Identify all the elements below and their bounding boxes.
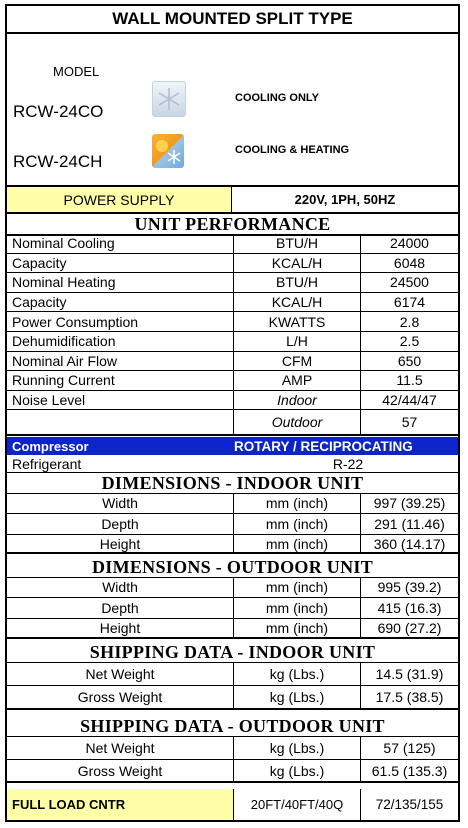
compressor-label: Compressor xyxy=(12,438,89,454)
performance-unit: KCAL/H xyxy=(233,254,360,273)
snowflake-icon xyxy=(152,81,186,117)
performance-unit: BTU/H xyxy=(233,234,360,253)
row-unit: kg (Lbs.) xyxy=(233,736,360,759)
performance-unit: Outdoor xyxy=(233,410,360,434)
performance-row xyxy=(7,273,458,293)
row-unit: mm (inch) xyxy=(233,493,360,513)
compressor-row xyxy=(7,437,458,455)
model-code-ch: RCW-24CH xyxy=(13,152,103,171)
sun-snowflake-icon xyxy=(152,134,184,168)
performance-value: 11.5 xyxy=(360,371,458,390)
performance-label: Running Current xyxy=(12,372,115,389)
row-label: Net Weight xyxy=(85,739,155,756)
performance-label: Nominal Heating xyxy=(12,274,116,291)
performance-row xyxy=(7,234,458,254)
performance-row xyxy=(7,352,458,372)
row-value: 415 (16.3) xyxy=(360,598,458,618)
row-unit: kg (Lbs.) xyxy=(233,760,360,781)
row-unit: kg (Lbs.) xyxy=(233,662,360,685)
performance-value: 24500 xyxy=(360,273,458,292)
performance-label: Dehumidification xyxy=(12,333,116,350)
full-load-value: 72/135/155 xyxy=(360,789,458,820)
mode-cooling-only: COOLING ONLY xyxy=(235,92,319,104)
row-label: Width xyxy=(102,495,138,511)
sheet-title: WALL MOUNTED SPLIT TYPE xyxy=(112,9,353,28)
performance-unit: KCAL/H xyxy=(233,293,360,312)
row-label: Width xyxy=(102,579,138,595)
ship-indoor-row xyxy=(7,686,458,710)
row-value: 291 (11.46) xyxy=(360,514,458,534)
performance-value: 6174 xyxy=(360,293,458,312)
performance-value: 24000 xyxy=(360,234,458,253)
performance-label: Nominal Air Flow xyxy=(12,352,118,369)
performance-row xyxy=(7,312,458,332)
power-supply-row xyxy=(7,187,458,214)
unit-performance-heading: UNIT PERFORMANCE xyxy=(7,214,458,236)
dim-indoor-row xyxy=(7,514,458,535)
ship-indoor-row xyxy=(7,662,458,686)
dim-outdoor-row xyxy=(7,619,458,639)
performance-unit: BTU/H xyxy=(233,273,360,292)
ship-outdoor-heading: SHIPPING DATA - OUTDOOR UNIT xyxy=(7,716,458,737)
row-value: 14.5 (31.9) xyxy=(360,662,458,685)
performance-unit: CFM xyxy=(233,352,360,371)
row-value: 57 (125) xyxy=(360,736,458,759)
row-unit: mm (inch) xyxy=(233,577,360,597)
performance-label: Capacity xyxy=(12,254,67,271)
performance-label: Capacity xyxy=(12,294,67,311)
row-label: Depth xyxy=(101,600,139,616)
performance-value: 57 xyxy=(360,410,458,434)
spec-sheet xyxy=(5,4,460,822)
row-label: Depth xyxy=(101,516,139,532)
row-unit: mm (inch) xyxy=(233,535,360,552)
row-value: 997 (39.25) xyxy=(360,493,458,513)
row-value: 17.5 (38.5) xyxy=(360,686,458,708)
title-row xyxy=(7,6,458,34)
performance-unit: L/H xyxy=(233,332,360,351)
full-load-label: FULL LOAD CNTR xyxy=(12,797,126,812)
performance-row xyxy=(7,254,458,274)
performance-unit: Indoor xyxy=(233,391,360,410)
compressor-value: ROTARY / RECIPROCATING xyxy=(234,438,413,454)
performance-row-outdoor xyxy=(7,410,458,436)
refrigerant-value: R-22 xyxy=(332,455,364,472)
row-unit: kg (Lbs.) xyxy=(233,686,360,708)
refrigerant-label: Refrigerant xyxy=(12,455,82,472)
performance-value: 2.5 xyxy=(360,332,458,351)
row-label: Net Weight xyxy=(85,665,155,682)
performance-row xyxy=(7,371,458,391)
ship-outdoor-row xyxy=(7,760,458,783)
dim-indoor-row xyxy=(7,535,458,554)
model-label: MODEL xyxy=(53,64,100,79)
dim-outdoor-row xyxy=(7,577,458,598)
performance-value: 42/44/47 xyxy=(360,391,458,410)
row-unit: mm (inch) xyxy=(233,619,360,637)
performance-label: Noise Level xyxy=(12,392,86,409)
performance-unit: AMP xyxy=(233,371,360,390)
row-value: 690 (27.2) xyxy=(360,619,458,637)
refrigerant-row xyxy=(7,455,458,473)
power-supply-value: 220V, 1PH, 50HZ xyxy=(231,187,458,212)
performance-label: Nominal Cooling xyxy=(12,235,115,252)
full-load-row xyxy=(7,789,458,820)
performance-value: 6048 xyxy=(360,254,458,273)
row-label: Height xyxy=(99,535,141,552)
row-value: 995 (39.2) xyxy=(360,577,458,597)
ship-indoor-heading: SHIPPING DATA - INDOOR UNIT xyxy=(7,642,458,663)
full-load-unit: 20FT/40FT/40Q xyxy=(233,789,360,820)
dim-outdoor-row xyxy=(7,598,458,619)
power-supply-label: POWER SUPPLY xyxy=(7,187,231,212)
dim-outdoor-heading: DIMENSIONS - OUTDOOR UNIT xyxy=(7,557,458,578)
performance-value: 2.8 xyxy=(360,312,458,331)
dim-indoor-heading: DIMENSIONS - INDOOR UNIT xyxy=(7,473,458,494)
dim-indoor-row xyxy=(7,493,458,514)
performance-label: Power Consumption xyxy=(12,313,139,330)
row-unit: mm (inch) xyxy=(233,514,360,534)
performance-value: 650 xyxy=(360,352,458,371)
performance-row xyxy=(7,391,458,411)
row-label: Gross Weight xyxy=(77,689,163,705)
row-label: Height xyxy=(99,620,141,636)
model-block xyxy=(7,34,458,187)
row-label: Gross Weight xyxy=(77,762,163,779)
performance-row xyxy=(7,293,458,313)
performance-row xyxy=(7,332,458,352)
row-value: 61.5 (135.3) xyxy=(360,760,458,781)
mode-cooling-heating: COOLING & HEATING xyxy=(235,144,350,156)
row-value: 360 (14.17) xyxy=(360,535,458,552)
row-unit: mm (inch) xyxy=(233,598,360,618)
performance-unit: KWATTS xyxy=(233,312,360,331)
model-code-co: RCW-24CO xyxy=(13,102,104,121)
ship-outdoor-row xyxy=(7,736,458,760)
